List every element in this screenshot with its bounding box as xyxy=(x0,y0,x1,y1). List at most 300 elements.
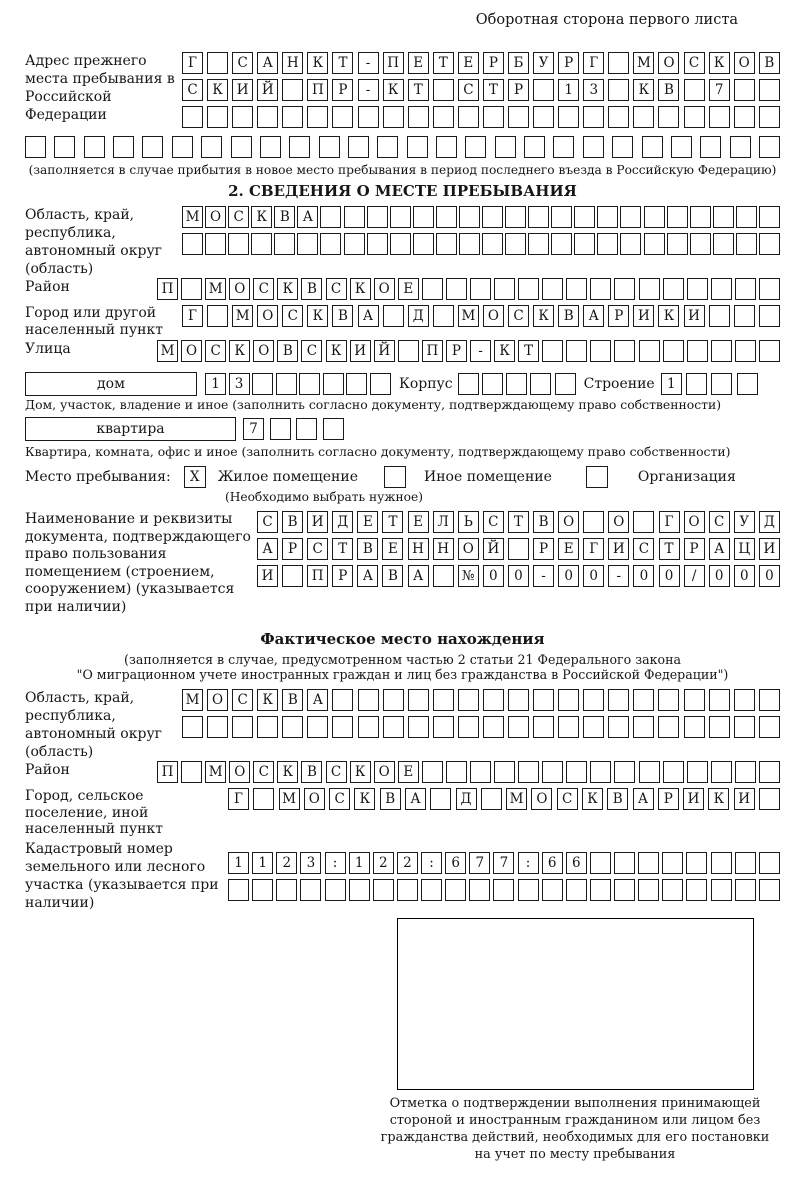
char-cell[interactable]: О xyxy=(658,52,679,74)
char-cell[interactable] xyxy=(518,278,539,300)
char-cell[interactable]: - xyxy=(470,340,491,362)
char-cell[interactable]: Т xyxy=(382,511,403,533)
char-cell[interactable] xyxy=(524,136,545,158)
char-cell[interactable]: О xyxy=(558,511,579,533)
char-cell[interactable] xyxy=(325,879,346,901)
char-cell[interactable] xyxy=(422,761,443,783)
char-cell[interactable]: В xyxy=(558,305,579,327)
char-cell[interactable]: 0 xyxy=(759,565,780,587)
char-cell[interactable]: А xyxy=(257,52,278,74)
char-cell[interactable] xyxy=(358,689,379,711)
char-cell[interactable]: О xyxy=(684,511,705,533)
char-cell[interactable] xyxy=(383,689,404,711)
char-cell[interactable]: Т xyxy=(332,538,353,560)
char-cell[interactable] xyxy=(482,233,503,255)
char-cell[interactable]: М xyxy=(232,305,253,327)
char-cell[interactable] xyxy=(690,233,711,255)
char-cell[interactable]: П xyxy=(157,278,178,300)
char-cell[interactable] xyxy=(608,79,629,101)
char-cell[interactable] xyxy=(282,565,303,587)
char-cell[interactable]: 7 xyxy=(709,79,730,101)
char-cell[interactable] xyxy=(367,206,388,228)
char-cell[interactable] xyxy=(469,879,490,901)
char-cell[interactable]: Д xyxy=(759,511,780,533)
char-cell[interactable] xyxy=(207,52,228,74)
char-cell[interactable]: А xyxy=(307,689,328,711)
char-cell[interactable] xyxy=(481,788,502,810)
char-cell[interactable] xyxy=(711,879,732,901)
char-cell[interactable]: : xyxy=(325,852,346,874)
char-cell[interactable] xyxy=(662,879,683,901)
char-cell[interactable] xyxy=(590,278,611,300)
char-cell[interactable] xyxy=(633,716,654,738)
char-cell[interactable] xyxy=(296,418,317,440)
char-cell[interactable]: С xyxy=(253,278,274,300)
char-cell[interactable]: П xyxy=(307,79,328,101)
char-cell[interactable]: 1 xyxy=(228,852,249,874)
char-cell[interactable] xyxy=(390,233,411,255)
char-cell[interactable] xyxy=(713,206,734,228)
char-cell[interactable] xyxy=(711,278,732,300)
char-cell[interactable]: С xyxy=(557,788,578,810)
char-cell[interactable] xyxy=(445,879,466,901)
char-cell[interactable] xyxy=(358,106,379,128)
char-cell[interactable]: М xyxy=(205,761,226,783)
char-cell[interactable] xyxy=(558,716,579,738)
char-cell[interactable] xyxy=(590,879,611,901)
char-cell[interactable] xyxy=(433,106,454,128)
char-cell[interactable] xyxy=(276,879,297,901)
char-cell[interactable]: Т xyxy=(332,52,353,74)
char-cell[interactable]: Т xyxy=(408,79,429,101)
char-cell[interactable] xyxy=(614,340,635,362)
char-cell[interactable] xyxy=(518,879,539,901)
char-cell[interactable] xyxy=(658,106,679,128)
char-cell[interactable] xyxy=(436,136,457,158)
char-cell[interactable]: Г xyxy=(583,538,604,560)
char-cell[interactable]: О xyxy=(374,278,395,300)
char-cell[interactable] xyxy=(358,716,379,738)
char-cell[interactable]: 0 xyxy=(558,565,579,587)
char-cell[interactable]: Р xyxy=(684,538,705,560)
char-cell[interactable]: Т xyxy=(659,538,680,560)
char-cell[interactable]: С xyxy=(205,340,226,362)
char-cell[interactable] xyxy=(663,761,684,783)
char-cell[interactable]: К xyxy=(708,788,729,810)
char-cell[interactable]: В xyxy=(282,511,303,533)
char-cell[interactable] xyxy=(759,689,780,711)
char-cell[interactable] xyxy=(583,689,604,711)
char-cell[interactable]: И xyxy=(633,305,654,327)
char-cell[interactable]: К xyxy=(658,305,679,327)
char-cell[interactable] xyxy=(257,716,278,738)
char-cell[interactable] xyxy=(583,511,604,533)
char-cell[interactable] xyxy=(639,278,660,300)
char-cell[interactable]: С xyxy=(253,761,274,783)
char-cell[interactable]: Н xyxy=(408,538,429,560)
char-cell[interactable] xyxy=(436,206,457,228)
char-cell[interactable]: И xyxy=(608,538,629,560)
char-cell[interactable] xyxy=(709,716,730,738)
char-cell[interactable] xyxy=(172,136,193,158)
char-cell[interactable] xyxy=(736,206,757,228)
char-cell[interactable] xyxy=(84,136,105,158)
char-cell[interactable] xyxy=(25,136,46,158)
char-cell[interactable] xyxy=(566,278,587,300)
char-cell[interactable] xyxy=(346,373,367,395)
char-cell[interactable] xyxy=(459,206,480,228)
char-cell[interactable] xyxy=(397,879,418,901)
char-cell[interactable] xyxy=(713,233,734,255)
char-cell[interactable]: Т xyxy=(433,52,454,74)
char-cell[interactable] xyxy=(620,233,641,255)
char-cell[interactable] xyxy=(711,373,732,395)
char-cell[interactable]: О xyxy=(531,788,552,810)
char-cell[interactable]: Е xyxy=(382,538,403,560)
char-cell[interactable] xyxy=(282,716,303,738)
char-cell[interactable]: П xyxy=(422,340,443,362)
char-cell[interactable] xyxy=(583,136,604,158)
char-cell[interactable]: О xyxy=(229,761,250,783)
char-cell[interactable]: К xyxy=(350,761,371,783)
char-cell[interactable]: Е xyxy=(408,511,429,533)
char-cell[interactable] xyxy=(377,136,398,158)
char-cell[interactable] xyxy=(465,136,486,158)
char-cell[interactable]: Е xyxy=(408,52,429,74)
char-cell[interactable] xyxy=(711,852,732,874)
char-cell[interactable] xyxy=(638,852,659,874)
char-cell[interactable]: С xyxy=(182,79,203,101)
char-cell[interactable]: С xyxy=(282,305,303,327)
char-cell[interactable] xyxy=(257,106,278,128)
char-cell[interactable]: Р xyxy=(332,79,353,101)
char-cell[interactable]: / xyxy=(684,565,705,587)
char-cell[interactable] xyxy=(270,418,291,440)
char-cell[interactable]: Е xyxy=(458,52,479,74)
char-cell[interactable]: С xyxy=(483,511,504,533)
char-cell[interactable]: 0 xyxy=(483,565,504,587)
char-cell[interactable]: С xyxy=(307,538,328,560)
char-cell[interactable] xyxy=(667,206,688,228)
char-cell[interactable] xyxy=(207,716,228,738)
char-cell[interactable] xyxy=(433,79,454,101)
char-cell[interactable]: О xyxy=(257,305,278,327)
char-cell[interactable] xyxy=(407,136,428,158)
char-cell[interactable] xyxy=(433,565,454,587)
char-cell[interactable] xyxy=(505,233,526,255)
char-cell[interactable] xyxy=(505,206,526,228)
char-cell[interactable]: К xyxy=(277,761,298,783)
char-cell[interactable]: Д xyxy=(408,305,429,327)
char-cell[interactable] xyxy=(667,233,688,255)
char-cell[interactable]: С xyxy=(633,538,654,560)
char-cell[interactable] xyxy=(663,340,684,362)
char-cell[interactable]: Т xyxy=(483,79,504,101)
char-cell[interactable] xyxy=(551,206,572,228)
char-cell[interactable]: С xyxy=(257,511,278,533)
char-cell[interactable] xyxy=(320,206,341,228)
char-cell[interactable] xyxy=(642,136,663,158)
char-cell[interactable] xyxy=(383,106,404,128)
char-cell[interactable]: К xyxy=(709,52,730,74)
char-cell[interactable] xyxy=(759,79,780,101)
char-cell[interactable]: № xyxy=(458,565,479,587)
char-cell[interactable] xyxy=(398,340,419,362)
char-cell[interactable] xyxy=(759,278,780,300)
char-cell[interactable] xyxy=(566,761,587,783)
char-cell[interactable] xyxy=(590,761,611,783)
char-cell[interactable] xyxy=(299,373,320,395)
char-cell[interactable]: М xyxy=(157,340,178,362)
char-cell[interactable]: Ь xyxy=(458,511,479,533)
char-cell[interactable] xyxy=(181,761,202,783)
char-cell[interactable]: - xyxy=(358,79,379,101)
char-cell[interactable] xyxy=(759,340,780,362)
char-cell[interactable]: 0 xyxy=(583,565,604,587)
char-cell[interactable]: И xyxy=(734,788,755,810)
char-cell[interactable]: Н xyxy=(433,538,454,560)
char-cell[interactable] xyxy=(614,879,635,901)
char-cell[interactable] xyxy=(282,79,303,101)
char-cell[interactable] xyxy=(289,136,310,158)
char-cell[interactable] xyxy=(583,716,604,738)
char-cell[interactable] xyxy=(759,106,780,128)
char-cell[interactable] xyxy=(390,206,411,228)
char-cell[interactable] xyxy=(231,136,252,158)
char-cell[interactable]: О xyxy=(181,340,202,362)
char-cell[interactable] xyxy=(383,305,404,327)
char-cell[interactable] xyxy=(142,136,163,158)
char-cell[interactable] xyxy=(735,340,756,362)
char-cell[interactable] xyxy=(614,278,635,300)
char-cell[interactable]: Е xyxy=(398,278,419,300)
char-cell[interactable] xyxy=(608,106,629,128)
char-cell[interactable] xyxy=(709,106,730,128)
char-cell[interactable] xyxy=(436,233,457,255)
char-cell[interactable] xyxy=(207,106,228,128)
char-cell[interactable] xyxy=(470,278,491,300)
char-cell[interactable] xyxy=(759,305,780,327)
char-cell[interactable]: - xyxy=(533,565,554,587)
char-cell[interactable]: К xyxy=(251,206,272,228)
char-cell[interactable] xyxy=(759,716,780,738)
char-cell[interactable]: Б xyxy=(508,52,529,74)
char-cell[interactable]: С xyxy=(232,52,253,74)
char-cell[interactable] xyxy=(319,136,340,158)
char-cell[interactable]: О xyxy=(205,206,226,228)
char-cell[interactable]: Ц xyxy=(734,538,755,560)
char-cell[interactable] xyxy=(687,340,708,362)
char-cell[interactable] xyxy=(700,136,721,158)
char-cell[interactable] xyxy=(638,879,659,901)
char-cell[interactable]: В xyxy=(301,278,322,300)
char-cell[interactable]: Г xyxy=(659,511,680,533)
char-cell[interactable] xyxy=(736,233,757,255)
char-cell[interactable] xyxy=(282,106,303,128)
char-cell[interactable] xyxy=(663,278,684,300)
char-cell[interactable] xyxy=(734,106,755,128)
char-cell[interactable] xyxy=(690,206,711,228)
char-cell[interactable] xyxy=(735,278,756,300)
char-cell[interactable]: О xyxy=(207,689,228,711)
char-cell[interactable] xyxy=(558,689,579,711)
char-cell[interactable]: А xyxy=(408,565,429,587)
char-cell[interactable]: : xyxy=(421,852,442,874)
char-cell[interactable] xyxy=(182,106,203,128)
char-cell[interactable]: - xyxy=(608,565,629,587)
char-cell[interactable]: 1 xyxy=(205,373,226,395)
char-cell[interactable]: К xyxy=(533,305,554,327)
char-cell[interactable] xyxy=(686,879,707,901)
char-cell[interactable] xyxy=(566,879,587,901)
char-cell[interactable] xyxy=(253,788,274,810)
char-cell[interactable] xyxy=(542,278,563,300)
char-cell[interactable]: В xyxy=(658,79,679,101)
char-cell[interactable]: М xyxy=(279,788,300,810)
char-cell[interactable] xyxy=(759,879,780,901)
char-cell[interactable]: К xyxy=(582,788,603,810)
char-cell[interactable] xyxy=(494,278,515,300)
char-cell[interactable] xyxy=(671,136,692,158)
char-cell[interactable] xyxy=(251,233,272,255)
char-cell[interactable] xyxy=(555,373,576,395)
char-cell[interactable] xyxy=(506,373,527,395)
char-cell[interactable]: К xyxy=(326,340,347,362)
char-cell[interactable]: Р xyxy=(533,538,554,560)
char-cell[interactable] xyxy=(201,136,222,158)
char-cell[interactable] xyxy=(252,373,273,395)
char-cell[interactable]: Р xyxy=(446,340,467,362)
char-cell[interactable] xyxy=(644,206,665,228)
char-cell[interactable] xyxy=(422,278,443,300)
char-cell[interactable]: О xyxy=(483,305,504,327)
char-cell[interactable]: 3 xyxy=(300,852,321,874)
char-cell[interactable] xyxy=(446,761,467,783)
char-cell[interactable]: К xyxy=(207,79,228,101)
char-cell[interactable]: И xyxy=(307,511,328,533)
char-cell[interactable]: В xyxy=(607,788,628,810)
char-cell[interactable] xyxy=(182,716,203,738)
char-cell[interactable]: Е xyxy=(398,761,419,783)
char-cell[interactable] xyxy=(709,689,730,711)
char-cell[interactable]: Й xyxy=(483,538,504,560)
char-cell[interactable] xyxy=(734,79,755,101)
char-cell[interactable] xyxy=(639,340,660,362)
char-cell[interactable] xyxy=(508,106,529,128)
char-cell[interactable] xyxy=(205,233,226,255)
char-cell[interactable]: 2 xyxy=(397,852,418,874)
char-cell[interactable] xyxy=(734,689,755,711)
char-cell[interactable]: О xyxy=(229,278,250,300)
char-cell[interactable] xyxy=(528,233,549,255)
char-cell[interactable] xyxy=(421,879,442,901)
char-cell[interactable]: Е xyxy=(357,511,378,533)
char-cell[interactable] xyxy=(260,136,281,158)
char-cell[interactable]: Г xyxy=(182,52,203,74)
char-cell[interactable] xyxy=(276,373,297,395)
char-cell[interactable]: Р xyxy=(658,788,679,810)
char-cell[interactable]: М xyxy=(205,278,226,300)
char-cell[interactable]: У xyxy=(533,52,554,74)
char-cell[interactable] xyxy=(542,340,563,362)
char-cell[interactable] xyxy=(181,278,202,300)
char-cell[interactable]: 6 xyxy=(566,852,587,874)
char-cell[interactable] xyxy=(686,852,707,874)
char-cell[interactable] xyxy=(320,233,341,255)
char-cell[interactable]: О xyxy=(608,511,629,533)
char-cell[interactable] xyxy=(759,233,780,255)
char-cell[interactable]: В xyxy=(332,305,353,327)
char-cell[interactable] xyxy=(332,716,353,738)
char-cell[interactable] xyxy=(207,305,228,327)
char-cell[interactable] xyxy=(408,716,429,738)
char-cell[interactable] xyxy=(684,106,705,128)
char-cell[interactable]: А xyxy=(583,305,604,327)
char-cell[interactable] xyxy=(344,206,365,228)
char-cell[interactable] xyxy=(470,761,491,783)
char-cell[interactable] xyxy=(413,206,434,228)
char-cell[interactable] xyxy=(608,716,629,738)
char-cell[interactable] xyxy=(590,340,611,362)
char-cell[interactable] xyxy=(307,106,328,128)
char-cell[interactable] xyxy=(597,233,618,255)
char-cell[interactable]: Т xyxy=(518,340,539,362)
char-cell[interactable] xyxy=(633,511,654,533)
char-cell[interactable]: С xyxy=(329,788,350,810)
char-cell[interactable] xyxy=(574,233,595,255)
char-cell[interactable]: Й xyxy=(374,340,395,362)
char-cell[interactable]: С xyxy=(301,340,322,362)
char-cell[interactable]: К xyxy=(307,305,328,327)
char-cell[interactable]: Н xyxy=(282,52,303,74)
char-cell[interactable]: А xyxy=(405,788,426,810)
char-cell[interactable]: 3 xyxy=(583,79,604,101)
char-cell[interactable] xyxy=(566,340,587,362)
char-cell[interactable] xyxy=(553,136,574,158)
char-cell[interactable] xyxy=(574,206,595,228)
char-cell[interactable] xyxy=(232,716,253,738)
char-cell[interactable]: К xyxy=(277,278,298,300)
char-cell[interactable]: В xyxy=(274,206,295,228)
char-cell[interactable] xyxy=(373,879,394,901)
char-cell[interactable]: 0 xyxy=(508,565,529,587)
char-cell[interactable] xyxy=(533,716,554,738)
char-cell[interactable]: 7 xyxy=(243,418,264,440)
char-cell[interactable] xyxy=(542,761,563,783)
char-cell[interactable] xyxy=(228,879,249,901)
char-cell[interactable]: С xyxy=(458,79,479,101)
char-cell[interactable]: С xyxy=(232,689,253,711)
char-cell[interactable] xyxy=(408,689,429,711)
char-cell[interactable]: О xyxy=(304,788,325,810)
char-cell[interactable]: 0 xyxy=(734,565,755,587)
char-cell[interactable] xyxy=(533,689,554,711)
char-cell[interactable] xyxy=(433,305,454,327)
char-cell[interactable] xyxy=(413,233,434,255)
char-cell[interactable] xyxy=(323,373,344,395)
char-cell[interactable]: Д xyxy=(456,788,477,810)
char-cell[interactable] xyxy=(759,206,780,228)
char-cell[interactable]: 3 xyxy=(229,373,250,395)
char-cell[interactable]: 0 xyxy=(709,565,730,587)
char-cell[interactable] xyxy=(430,788,451,810)
char-cell[interactable]: И xyxy=(759,538,780,560)
checkbox-other-premises[interactable] xyxy=(384,466,406,488)
char-cell[interactable] xyxy=(734,716,755,738)
char-cell[interactable]: А xyxy=(357,565,378,587)
char-cell[interactable]: С xyxy=(508,305,529,327)
char-cell[interactable]: О xyxy=(374,761,395,783)
